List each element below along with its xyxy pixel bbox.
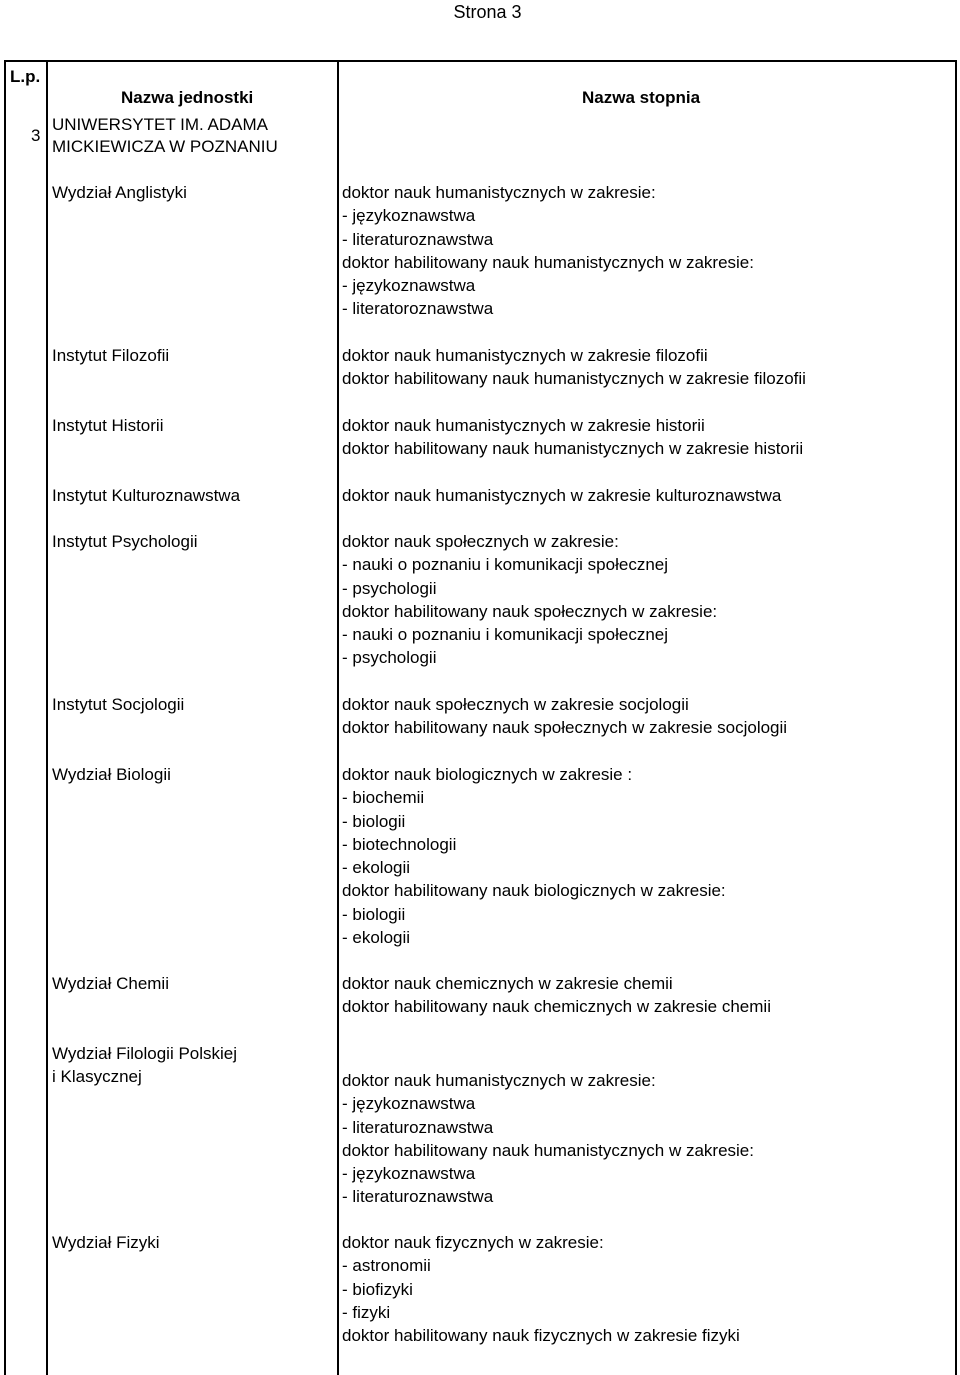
- degree-line: - biochemii: [342, 788, 425, 808]
- degree-list: [342, 484, 781, 507]
- degree-line: - psychologii: [342, 578, 437, 598]
- table-left-border: [4, 60, 6, 1375]
- degree-list: [342, 414, 803, 461]
- unit-name-line: Wydział Anglistyki: [52, 183, 187, 202]
- degree-line: - biofizyki: [342, 1279, 413, 1299]
- degree-line: - biologii: [342, 904, 406, 924]
- degree-line: doktor nauk humanistycznych w zakresie kulturoznawstwa: [342, 486, 782, 505]
- unit-name-line: Instytut Kulturoznawstwa: [52, 486, 241, 505]
- degree-line: doktor habilitowany nauk humanistycznych w zakresie:: [342, 1140, 754, 1160]
- degree-list: [342, 1069, 754, 1209]
- degree-line: doktor nauk biologicznych w zakresie :: [342, 765, 633, 784]
- unit-name: [52, 1231, 160, 1254]
- degree-line: doktor nauk humanistycznych w zakresie filozofii: [342, 346, 708, 365]
- degree-line: doktor habilitowany nauk biologicznych w zakresie:: [342, 881, 726, 901]
- unit-name: [52, 693, 184, 716]
- degree-line: doktor habilitowany nauk humanistycznych w zakresie:: [342, 252, 754, 272]
- degree-line: doktor habilitowany nauk społecznych w zakresie:: [342, 601, 718, 621]
- unit-name: [52, 530, 198, 553]
- unit-name-line: Wydział Fizyki: [52, 1233, 160, 1252]
- degree-line: doktor nauk chemicznych w zakresie chemii: [342, 974, 673, 993]
- unit-name: [52, 972, 169, 995]
- degree-line: - nauki o poznaniu i komunikacji społecznej: [342, 625, 669, 645]
- header-lp: L.p.: [10, 67, 41, 86]
- degree-line: - językoznawstwa: [342, 1164, 476, 1184]
- degree-line: - językoznawstwa: [342, 276, 476, 296]
- degree-list: [342, 763, 726, 949]
- column-divider-lp: [46, 60, 48, 1375]
- unit-name: [52, 484, 240, 507]
- degree-list: [342, 693, 787, 740]
- university-name-line1: UNIWERSYTET IM. ADAMA: [52, 115, 268, 134]
- degree-line: - literaturoznawstwa: [342, 229, 494, 249]
- degree-line: - fizyki: [342, 1302, 391, 1322]
- degree-line: doktor nauk społecznych w zakresie socjologii: [342, 695, 689, 714]
- degree-line: - psychologii: [342, 648, 437, 668]
- unit-name-line: Wydział Biologii: [52, 765, 171, 784]
- column-divider-unit: [337, 60, 339, 1375]
- degree-line: doktor nauk społecznych w zakresie:: [342, 532, 619, 551]
- unit-name-line: Wydział Chemii: [52, 974, 169, 993]
- university-name-line2: MICKIEWICZA W POZNANIU: [52, 137, 278, 156]
- unit-name-line: Instytut Historii: [52, 416, 164, 435]
- degree-line: doktor nauk humanistycznych w zakresie historii: [342, 416, 705, 435]
- unit-name: [52, 414, 163, 437]
- degree-list: [342, 344, 806, 391]
- degree-line: doktor habilitowany nauk chemicznych w zakresie chemii: [342, 997, 771, 1017]
- unit-name: [52, 1042, 237, 1089]
- degree-line: - biologii: [342, 811, 406, 831]
- unit-name: [52, 344, 169, 367]
- degree-line: doktor habilitowany nauk humanistycznych w zakresie filozofii: [342, 369, 806, 389]
- unit-name-line: Wydział Filologii Polskiej: [52, 1044, 238, 1063]
- degree-line: doktor habilitowany nauk fizycznych w zakresie fizyki: [342, 1326, 740, 1346]
- table-top-border: [4, 60, 957, 62]
- unit-name-line: Instytut Psychologii: [52, 532, 198, 551]
- degree-line: - literatoroznawstwa: [342, 299, 494, 319]
- degree-line: - literaturoznawstwa: [342, 1117, 494, 1137]
- degree-line: doktor nauk fizycznych w zakresie:: [342, 1233, 604, 1252]
- table-right-border: [955, 60, 957, 1375]
- degree-line: - językoznawstwa: [342, 206, 476, 226]
- degree-line: doktor nauk humanistycznych w zakresie:: [342, 1071, 656, 1090]
- degree-line: - biotechnologii: [342, 834, 457, 854]
- unit-name: [52, 181, 187, 204]
- page-number: Strona 3: [453, 2, 522, 22]
- degree-list: [342, 972, 771, 1019]
- degree-line: doktor nauk humanistycznych w zakresie:: [342, 183, 656, 202]
- degree-list: [342, 530, 717, 670]
- degree-list: [342, 1231, 740, 1347]
- degree-line: - astronomii: [342, 1256, 431, 1276]
- unit-name-line: Instytut Socjologii: [52, 695, 185, 714]
- unit-name: [52, 763, 171, 786]
- degree-line: - językoznawstwa: [342, 1094, 476, 1114]
- degree-line: doktor habilitowany nauk społecznych w zakresie socjologii: [342, 718, 788, 738]
- header-degree: Nazwa stopnia: [582, 88, 701, 107]
- unit-name-line: Instytut Filozofii: [52, 346, 170, 365]
- header-unit: Nazwa jednostki: [121, 88, 254, 107]
- unit-name-line: i Klasycznej: [52, 1067, 142, 1087]
- degree-list: [342, 181, 754, 321]
- degree-line: - nauki o poznaniu i komunikacji społecznej: [342, 555, 669, 575]
- degree-line: - ekologii: [342, 858, 411, 878]
- degree-line: doktor habilitowany nauk humanistycznych w zakresie historii: [342, 439, 804, 459]
- degree-line: - ekologii: [342, 928, 411, 948]
- row-number: 3: [31, 126, 41, 145]
- degree-line: - literaturoznawstwa: [342, 1187, 494, 1207]
